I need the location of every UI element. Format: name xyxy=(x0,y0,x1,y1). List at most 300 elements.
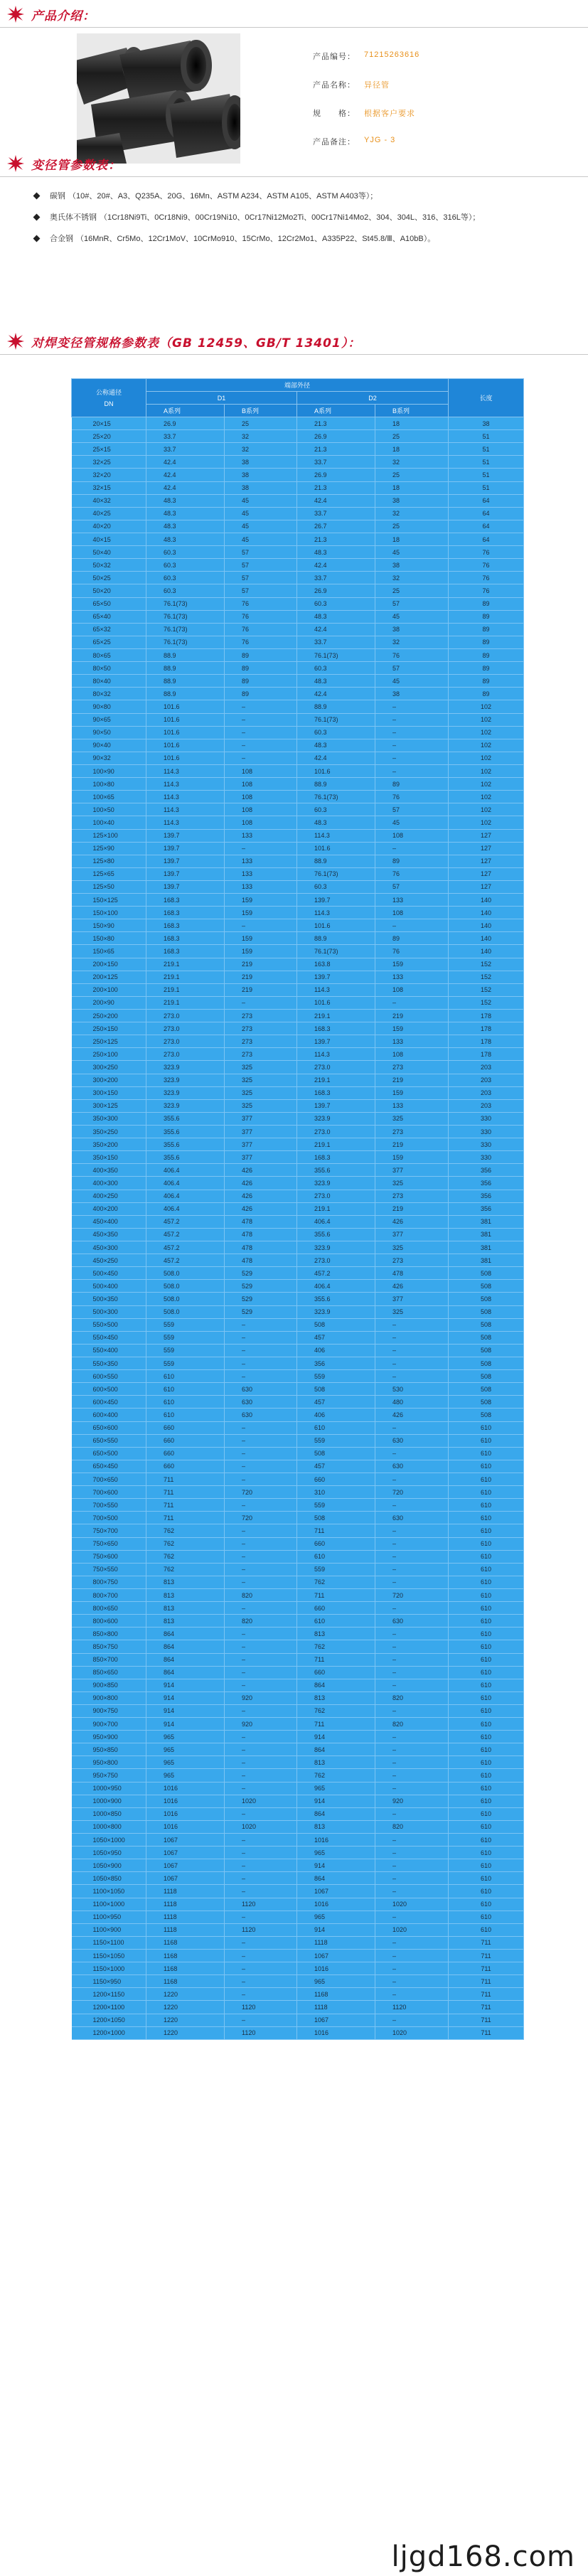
table-cell: 76.1(73) xyxy=(297,648,375,661)
table-cell: 711 xyxy=(449,1950,524,1962)
table-cell: 102 xyxy=(449,816,524,829)
table-cell: 64 xyxy=(449,507,524,520)
table-row xyxy=(72,880,524,893)
table-cell: 711 xyxy=(449,1936,524,1949)
table-cell: 381 xyxy=(449,1241,524,1254)
table-cell: 32×25 xyxy=(72,456,146,469)
table-cell: – xyxy=(225,842,297,855)
code-value: 71215263616 xyxy=(364,50,420,59)
table-cell: 711 xyxy=(449,2014,524,2026)
table-cell: 800×600 xyxy=(72,1615,146,1628)
table-row xyxy=(72,1923,524,1936)
table-cell: 900×750 xyxy=(72,1704,146,1717)
table-cell: 100×80 xyxy=(72,778,146,791)
table-cell: 700×600 xyxy=(72,1486,146,1499)
table-cell: 325 xyxy=(225,1099,297,1112)
table-cell: 1016 xyxy=(297,1962,375,1975)
table-row xyxy=(72,1628,524,1640)
table-cell: 219 xyxy=(375,1074,449,1086)
table-cell: 102 xyxy=(449,791,524,803)
table-row xyxy=(72,791,524,803)
table-cell: 32 xyxy=(375,507,449,520)
table-cell: 273.0 xyxy=(146,1022,225,1035)
table-cell: 159 xyxy=(225,932,297,945)
table-cell: 355.6 xyxy=(146,1138,225,1151)
table-cell: 38 xyxy=(375,688,449,700)
table-cell: 323.9 xyxy=(146,1061,225,1074)
table-row xyxy=(72,1524,524,1537)
table-header xyxy=(0,331,588,351)
intro-header xyxy=(0,4,588,24)
table-cell: 610 xyxy=(146,1370,225,1383)
table-cell: 450×300 xyxy=(72,1241,146,1254)
table-cell: 26.9 xyxy=(297,584,375,597)
table-cell: 159 xyxy=(225,907,297,919)
table-row xyxy=(72,700,524,713)
table-cell: 820 xyxy=(375,1691,449,1704)
table-cell: 88.9 xyxy=(297,855,375,867)
table-cell: 65×32 xyxy=(72,623,146,636)
table-row xyxy=(72,983,524,996)
table-cell: 219.1 xyxy=(297,1010,375,1022)
table-row xyxy=(72,1731,524,1743)
table-cell: 80×32 xyxy=(72,688,146,700)
table-cell: 45 xyxy=(375,816,449,829)
table-cell: 355.6 xyxy=(297,1228,375,1241)
table-cell: 813 xyxy=(146,1615,225,1628)
table-cell: – xyxy=(375,1872,449,1885)
table-cell: 813 xyxy=(146,1602,225,1615)
table-cell: 65×50 xyxy=(72,597,146,610)
table-cell: 323.9 xyxy=(146,1099,225,1112)
table-cell: 51 xyxy=(449,430,524,443)
table-cell: 610 xyxy=(146,1396,225,1409)
table-cell: 203 xyxy=(449,1099,524,1112)
table-cell: 864 xyxy=(146,1628,225,1640)
table-cell: – xyxy=(225,1910,297,1923)
table-cell: 762 xyxy=(146,1524,225,1537)
table-cell: 51 xyxy=(449,456,524,469)
table-cell: 42.4 xyxy=(297,688,375,700)
table-row xyxy=(72,1950,524,1962)
table-cell: – xyxy=(375,919,449,932)
table-cell: 1050×850 xyxy=(72,1872,146,1885)
table-cell: 1000×850 xyxy=(72,1807,146,1820)
table-cell: 200×125 xyxy=(72,971,146,983)
table-cell: 1020 xyxy=(375,2026,449,2039)
table-cell: 864 xyxy=(297,1807,375,1820)
table-cell: 178 xyxy=(449,1010,524,1022)
table-cell: – xyxy=(225,1847,297,1859)
header-d1-series-b: B系列 xyxy=(225,405,297,417)
table-cell: 508 xyxy=(449,1280,524,1293)
table-cell: 60.3 xyxy=(297,880,375,893)
table-cell: 750×600 xyxy=(72,1550,146,1563)
table-cell: 325 xyxy=(375,1241,449,1254)
table-row xyxy=(72,1138,524,1151)
table-cell: 273 xyxy=(375,1061,449,1074)
table-cell: 76 xyxy=(375,945,449,958)
table-cell: 273.0 xyxy=(146,1010,225,1022)
table-cell: 127 xyxy=(449,829,524,842)
table-cell: 500×450 xyxy=(72,1267,146,1280)
table-cell: 200×150 xyxy=(72,958,146,971)
table-cell: 355.6 xyxy=(146,1151,225,1164)
table-cell: 125×100 xyxy=(72,829,146,842)
table-cell: 850×800 xyxy=(72,1628,146,1640)
table-cell: 108 xyxy=(375,907,449,919)
table-row xyxy=(72,1126,524,1138)
table-cell: 1000×950 xyxy=(72,1782,146,1795)
params-section xyxy=(0,154,588,251)
table-cell: 1200×1000 xyxy=(72,2026,146,2039)
table-cell: 48.3 xyxy=(146,494,225,507)
table-cell: 45 xyxy=(375,610,449,623)
table-cell: 660 xyxy=(146,1460,225,1473)
table-cell: 273.0 xyxy=(297,1190,375,1202)
table-cell: – xyxy=(225,1460,297,1473)
table-row xyxy=(72,1099,524,1112)
table-cell: 381 xyxy=(449,1228,524,1241)
table-row xyxy=(72,1370,524,1383)
table-cell: 127 xyxy=(449,867,524,880)
table-cell: 610 xyxy=(449,1421,524,1434)
table-cell: 610 xyxy=(449,1718,524,1731)
table-cell: – xyxy=(225,1421,297,1434)
table-row xyxy=(72,1331,524,1344)
table-cell: 140 xyxy=(449,919,524,932)
table-cell: 1050×900 xyxy=(72,1859,146,1872)
table-cell: – xyxy=(375,1537,449,1550)
table-cell: 64 xyxy=(449,533,524,545)
table-cell: 90×50 xyxy=(72,726,146,739)
table-cell: 102 xyxy=(449,700,524,713)
table-cell: 45 xyxy=(375,675,449,688)
table-cell: 610 xyxy=(449,1807,524,1820)
table-cell: 377 xyxy=(225,1112,297,1125)
table-cell: 478 xyxy=(225,1228,297,1241)
table-cell: 1118 xyxy=(146,1910,225,1923)
table-cell: 1118 xyxy=(146,1898,225,1910)
table-row xyxy=(72,1602,524,1615)
table-cell: 300×200 xyxy=(72,1074,146,1086)
table-row xyxy=(72,533,524,545)
table-row xyxy=(72,1704,524,1717)
table-cell: 650×550 xyxy=(72,1434,146,1447)
table-cell: 140 xyxy=(449,894,524,907)
table-cell: 559 xyxy=(146,1318,225,1331)
table-cell: 178 xyxy=(449,1022,524,1035)
table-cell: 400×200 xyxy=(72,1202,146,1215)
table-row xyxy=(72,481,524,494)
table-divider xyxy=(0,354,588,355)
table-cell: 630 xyxy=(375,1460,449,1473)
table-cell: 1100×950 xyxy=(72,1910,146,1923)
table-cell: 57 xyxy=(225,572,297,584)
table-cell: 133 xyxy=(225,880,297,893)
table-row xyxy=(72,1383,524,1396)
table-cell: – xyxy=(225,1975,297,1988)
table-cell: 114.3 xyxy=(146,816,225,829)
table-cell: 762 xyxy=(297,1640,375,1653)
table-cell: 350×300 xyxy=(72,1112,146,1125)
table-cell: 21.3 xyxy=(297,417,375,430)
table-cell: 100×50 xyxy=(72,803,146,816)
table-cell: 610 xyxy=(449,1524,524,1537)
table-cell: – xyxy=(225,1318,297,1331)
table-cell: 76 xyxy=(375,791,449,803)
table-cell: 610 xyxy=(449,1628,524,1640)
table-cell: 125×90 xyxy=(72,842,146,855)
table-cell: 610 xyxy=(449,1486,524,1499)
table-cell: 38 xyxy=(225,456,297,469)
table-cell: 914 xyxy=(146,1718,225,1731)
table-cell: 168.3 xyxy=(146,907,225,919)
table-cell: 45 xyxy=(225,533,297,545)
material-label: 合金钢 xyxy=(50,235,73,243)
table-cell: 88.9 xyxy=(297,932,375,945)
table-cell: 38 xyxy=(225,481,297,494)
table-cell: 762 xyxy=(146,1550,225,1563)
table-cell: 610 xyxy=(297,1421,375,1434)
table-cell: 219 xyxy=(375,1010,449,1022)
table-cell: 650×450 xyxy=(72,1460,146,1473)
table-cell: 426 xyxy=(375,1409,449,1421)
table-row xyxy=(72,1691,524,1704)
header-d1-series-a: A系列 xyxy=(146,405,225,417)
table-cell: 48.3 xyxy=(146,520,225,533)
table-cell: 914 xyxy=(146,1679,225,1691)
star-burst-icon xyxy=(7,155,24,172)
table-cell: 550×350 xyxy=(72,1357,146,1369)
table-cell: 630 xyxy=(375,1434,449,1447)
table-cell: – xyxy=(225,1872,297,1885)
table-cell: 508 xyxy=(449,1293,524,1305)
table-cell: 1220 xyxy=(146,2026,225,2039)
table-cell: – xyxy=(375,1756,449,1769)
table-cell: 140 xyxy=(449,932,524,945)
table-row xyxy=(72,1280,524,1293)
table-cell: 64 xyxy=(449,520,524,533)
table-cell: – xyxy=(375,1576,449,1588)
table-cell: 219.1 xyxy=(146,996,225,1009)
table-cell: 89 xyxy=(375,855,449,867)
table-cell: 813 xyxy=(297,1691,375,1704)
table-cell: 377 xyxy=(375,1293,449,1305)
table-row xyxy=(72,1409,524,1421)
spec-table-head xyxy=(72,379,524,417)
table-cell: – xyxy=(375,1524,449,1537)
table-cell: 40×25 xyxy=(72,507,146,520)
table-row xyxy=(72,1666,524,1679)
table-cell: 1168 xyxy=(146,1962,225,1975)
table-cell: 18 xyxy=(375,533,449,545)
table-cell: 610 xyxy=(449,1576,524,1588)
table-cell: 529 xyxy=(225,1280,297,1293)
table-cell: 76 xyxy=(449,559,524,572)
table-cell: 88.9 xyxy=(146,662,225,675)
table-cell: – xyxy=(225,1640,297,1653)
header-d1: D1 xyxy=(146,392,297,405)
table-cell: 100×40 xyxy=(72,816,146,829)
table-cell: 50×32 xyxy=(72,559,146,572)
table-cell: 102 xyxy=(449,778,524,791)
table-cell: 610 xyxy=(297,1615,375,1628)
table-cell: 21.3 xyxy=(297,443,375,456)
table-cell: – xyxy=(375,1653,449,1666)
table-row xyxy=(72,2026,524,2039)
table-cell: 76.1(73) xyxy=(297,945,375,958)
table-cell: 1168 xyxy=(297,1988,375,2001)
table-row xyxy=(72,1807,524,1820)
table-cell: 610 xyxy=(297,1550,375,1563)
table-cell: 914 xyxy=(146,1691,225,1704)
table-cell: 114.3 xyxy=(297,1048,375,1061)
table-cell: 50×25 xyxy=(72,572,146,584)
table-cell: 159 xyxy=(225,894,297,907)
table-cell: 500×300 xyxy=(72,1305,146,1318)
table-cell: – xyxy=(375,1936,449,1949)
table-cell: 20×15 xyxy=(72,417,146,430)
table-row xyxy=(72,1782,524,1795)
table-cell: 711 xyxy=(449,1962,524,1975)
table-cell: 950×750 xyxy=(72,1769,146,1782)
table-cell: 89 xyxy=(449,675,524,688)
table-cell: 508 xyxy=(449,1344,524,1357)
table-cell: 914 xyxy=(297,1731,375,1743)
site-watermark: ljgd168.com xyxy=(391,2540,575,2573)
table-cell: 48.3 xyxy=(297,546,375,559)
table-cell: 57 xyxy=(375,803,449,816)
table-cell: 400×350 xyxy=(72,1164,146,1177)
table-cell: – xyxy=(225,919,297,932)
table-cell: 1220 xyxy=(146,2001,225,2014)
table-cell: 610 xyxy=(146,1409,225,1421)
table-cell: 159 xyxy=(375,1022,449,1035)
table-cell: 90×65 xyxy=(72,713,146,726)
table-cell: 150×90 xyxy=(72,919,146,932)
table-cell: 813 xyxy=(297,1820,375,1833)
table-cell: 610 xyxy=(449,1872,524,1885)
table-cell: – xyxy=(225,1357,297,1369)
table-cell: – xyxy=(375,739,449,752)
table-cell: 101.6 xyxy=(146,739,225,752)
table-row xyxy=(72,546,524,559)
table-cell: 750×650 xyxy=(72,1537,146,1550)
table-cell: 1118 xyxy=(146,1923,225,1936)
header-dn-label: DN xyxy=(104,400,114,407)
table-cell: 125×50 xyxy=(72,880,146,893)
table-cell: 273 xyxy=(225,1048,297,1061)
table-cell: 89 xyxy=(225,688,297,700)
table-cell: – xyxy=(375,713,449,726)
table-cell: – xyxy=(225,1988,297,2001)
table-row xyxy=(72,1563,524,1576)
table-cell: – xyxy=(375,1628,449,1640)
table-row xyxy=(72,1859,524,1872)
table-cell: 90×32 xyxy=(72,752,146,764)
table-cell: 720 xyxy=(375,1588,449,1601)
table-row xyxy=(72,945,524,958)
table-cell: 660 xyxy=(297,1666,375,1679)
table-cell: 660 xyxy=(146,1421,225,1434)
table-cell: 150×65 xyxy=(72,945,146,958)
table-cell: 101.6 xyxy=(146,752,225,764)
table-row xyxy=(72,1550,524,1563)
table-cell: 508 xyxy=(449,1357,524,1369)
table-cell: 127 xyxy=(449,842,524,855)
table-cell: 152 xyxy=(449,958,524,971)
table-cell: 325 xyxy=(225,1086,297,1099)
table-cell: – xyxy=(225,1679,297,1691)
table-cell: 610 xyxy=(449,1434,524,1447)
header-d2-series-a: A系列 xyxy=(297,405,375,417)
table-cell: 450×250 xyxy=(72,1254,146,1267)
table-cell: 200×100 xyxy=(72,983,146,996)
material-label: 奥氏体不锈钢 xyxy=(50,213,97,222)
table-cell: – xyxy=(225,700,297,713)
table-cell: 508.0 xyxy=(146,1305,225,1318)
table-cell: 45 xyxy=(375,546,449,559)
table-cell: 406.4 xyxy=(146,1164,225,1177)
table-cell: 42.4 xyxy=(146,481,225,494)
table-cell: 426 xyxy=(225,1190,297,1202)
table-cell: 26.9 xyxy=(297,430,375,443)
table-cell: 200×90 xyxy=(72,996,146,1009)
table-cell: 864 xyxy=(146,1653,225,1666)
table-cell: 1016 xyxy=(297,2026,375,2039)
table-cell: 1168 xyxy=(146,1975,225,1988)
table-cell: 610 xyxy=(449,1537,524,1550)
table-cell: – xyxy=(375,1447,449,1460)
table-cell: 25 xyxy=(375,469,449,481)
table-cell: 1020 xyxy=(225,1820,297,1833)
table-cell: 406.4 xyxy=(297,1215,375,1228)
table-cell: 610 xyxy=(449,1679,524,1691)
table-cell: 820 xyxy=(225,1588,297,1601)
table-cell: 508 xyxy=(449,1318,524,1331)
table-cell: 350×250 xyxy=(72,1126,146,1138)
table-cell: 89 xyxy=(375,778,449,791)
table-cell: 168.3 xyxy=(297,1151,375,1164)
table-cell: 323.9 xyxy=(146,1074,225,1086)
table-cell: 377 xyxy=(375,1228,449,1241)
table-cell: 1150×1100 xyxy=(72,1936,146,1949)
table-row xyxy=(72,842,524,855)
table-cell: 1150×950 xyxy=(72,1975,146,1988)
table-cell: 610 xyxy=(449,1910,524,1923)
table-cell: 610 xyxy=(449,1898,524,1910)
table-cell: 139.7 xyxy=(146,867,225,880)
table-cell: 76 xyxy=(225,623,297,636)
table-row xyxy=(72,2001,524,2014)
table-cell: 1120 xyxy=(225,2001,297,2014)
table-cell: – xyxy=(225,1576,297,1588)
table-cell: – xyxy=(225,1769,297,1782)
table-row xyxy=(72,456,524,469)
table-cell: 42.4 xyxy=(297,752,375,764)
table-cell: 1118 xyxy=(146,1885,225,1898)
table-cell: – xyxy=(225,752,297,764)
table-cell: 114.3 xyxy=(297,907,375,919)
table-cell: 356 xyxy=(449,1190,524,1202)
table-row xyxy=(72,1460,524,1473)
table-cell: 60.3 xyxy=(297,597,375,610)
remark-value: YJG - 3 xyxy=(364,136,396,144)
table-cell: 64 xyxy=(449,494,524,507)
table-cell: 80×50 xyxy=(72,662,146,675)
table-row xyxy=(72,1010,524,1022)
